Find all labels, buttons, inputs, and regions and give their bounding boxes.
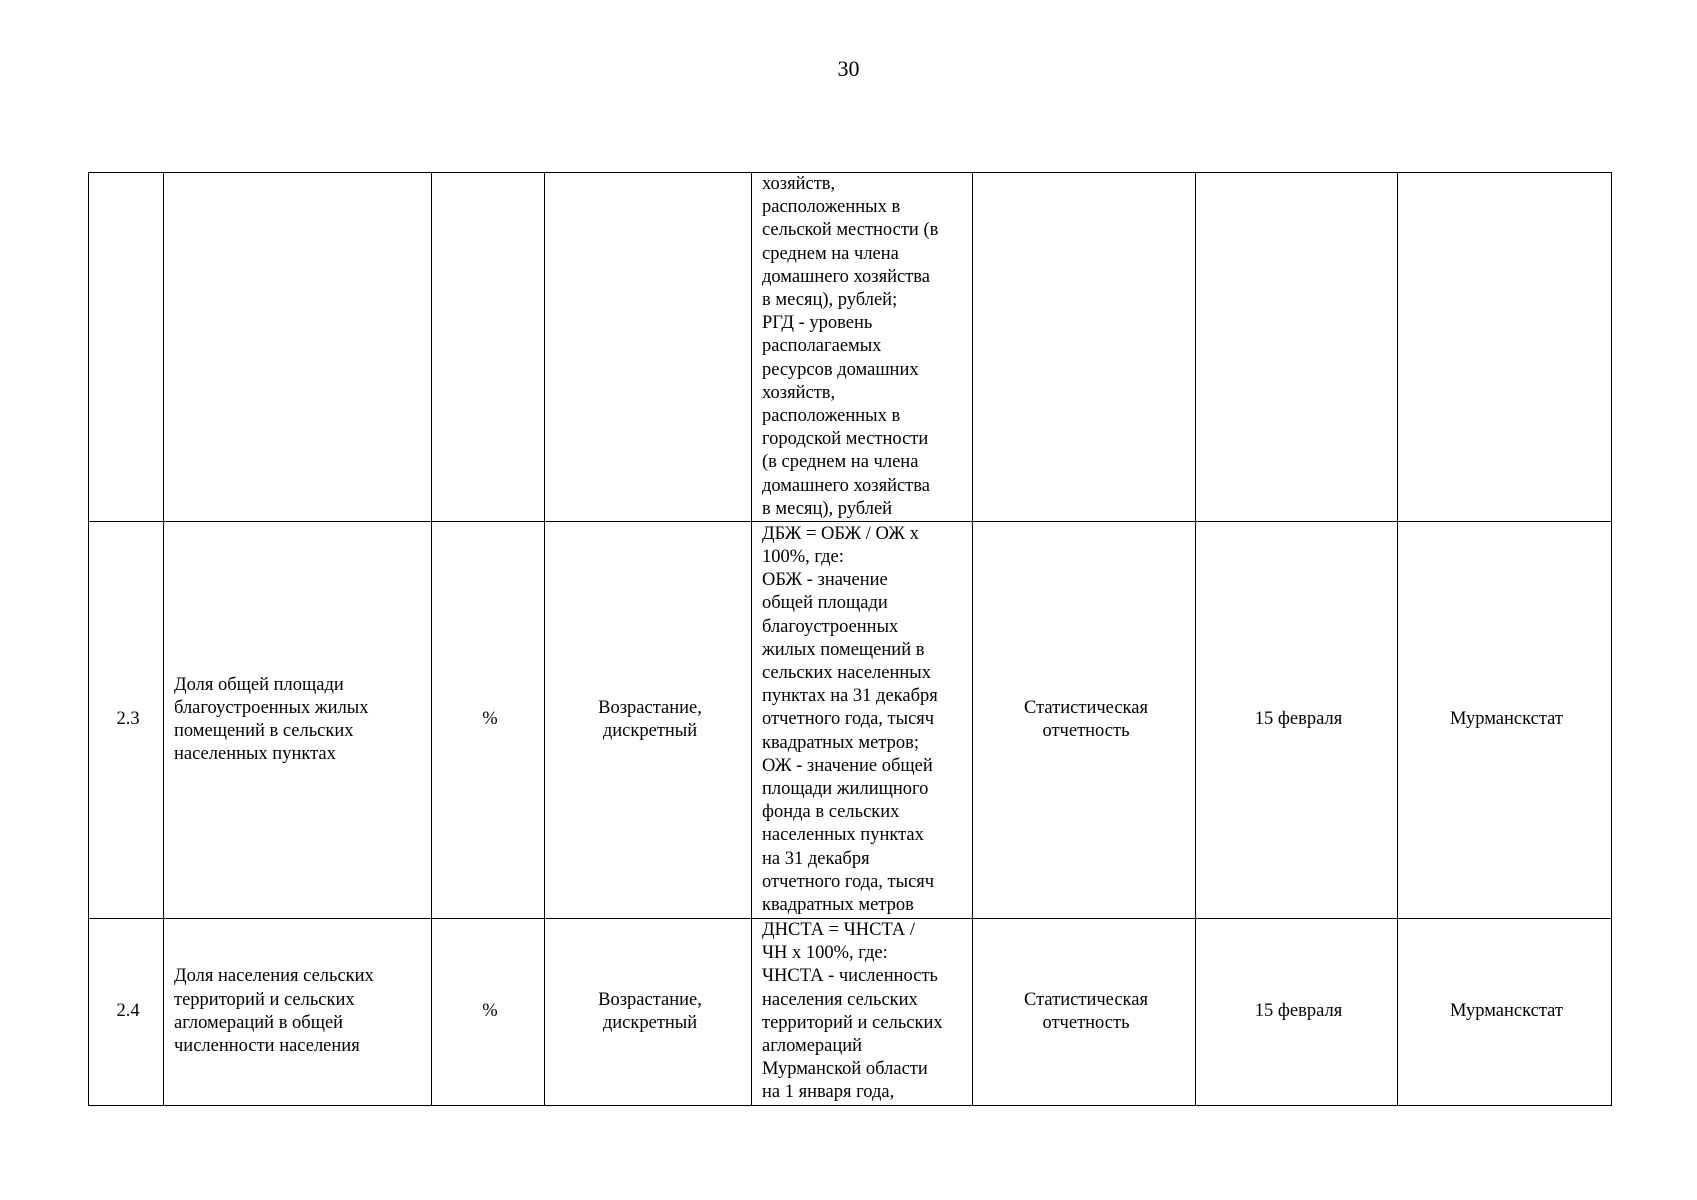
formula-line: ОЖ - значение общей xyxy=(762,755,933,776)
formula-line: пунктах на 31 декабря xyxy=(762,686,938,707)
formula-line: ресурсов домашних xyxy=(762,359,919,380)
formula-line: населенных пунктах xyxy=(762,825,924,846)
cell-source xyxy=(973,173,1196,522)
formula-line: ДБЖ = ОБЖ / ОЖ x xyxy=(762,523,919,544)
formula-line: жилых помещений в xyxy=(762,639,925,660)
cell-dynamics: Возрастание, дискретный xyxy=(545,919,752,1106)
formula-line: благоустроенных xyxy=(762,616,899,637)
cell-number: 2.3 xyxy=(89,522,164,919)
formula-line: площади жилищного xyxy=(762,779,929,800)
cell-formula xyxy=(752,173,973,522)
formula-line: фонда в сельских xyxy=(762,802,900,823)
cell-indicator-name xyxy=(164,173,432,522)
formula-line: отчетного года, тысяч xyxy=(762,871,935,892)
formula-line: ЧН x 100%, где: xyxy=(762,943,888,964)
formula-line: (в среднем на члена xyxy=(762,452,919,473)
formula-line: домашнего хозяйства xyxy=(762,266,930,287)
cell-dynamics: Возрастание, дискретный xyxy=(545,522,752,919)
formula-line: квадратных метров; xyxy=(762,732,919,753)
formula-line: населения сельских xyxy=(762,989,918,1010)
formula-line: квадратных метров xyxy=(762,895,914,916)
formula-line: расположенных в xyxy=(762,197,901,218)
indicator-table xyxy=(88,172,1612,1106)
formula-line: отчетного года, тысяч xyxy=(762,709,935,730)
cell-indicator-name: Доля общей площади благоустроенных жилых помещений в сельских населенных пунктах xyxy=(164,522,432,919)
table-row xyxy=(89,522,1612,919)
page-number: 30 xyxy=(837,56,860,81)
table-row xyxy=(89,919,1612,1106)
cell-date: 15 февраля xyxy=(1196,919,1398,1106)
formula-line: сельской местности (в xyxy=(762,220,939,241)
cell-formula xyxy=(752,522,973,919)
formula-line: агломераций xyxy=(762,1036,863,1057)
formula-line: сельских населенных xyxy=(762,663,931,684)
cell-date xyxy=(1196,173,1398,522)
table-row xyxy=(89,173,1612,522)
formula-line: 100%, где: xyxy=(762,547,844,568)
formula-line: среднем на члена xyxy=(762,243,899,264)
formula-line: хозяйств, xyxy=(762,174,836,194)
formula-line: РГД - уровень xyxy=(762,313,873,334)
cell-date: 15 февраля xyxy=(1196,522,1398,919)
cell-formula xyxy=(752,919,973,1106)
formula-line: в месяц), рублей; xyxy=(762,290,898,311)
formula-line: хозяйств, xyxy=(762,382,836,403)
formula-line: домашнего хозяйства xyxy=(762,475,930,496)
cell-unit: % xyxy=(432,919,545,1106)
cell-indicator-name: Доля населения сельских территорий и сельских агломераций в общей численности населения xyxy=(164,919,432,1106)
cell-number xyxy=(89,173,164,522)
cell-responsible xyxy=(1398,173,1612,522)
formula-line: на 31 декабря xyxy=(762,848,870,869)
cell-dynamics xyxy=(545,173,752,522)
cell-number: 2.4 xyxy=(89,919,164,1106)
cell-source: Статистическая отчетность xyxy=(973,522,1196,919)
formula-line: ОБЖ - значение xyxy=(762,570,888,591)
formula-line: на 1 января года, xyxy=(762,1082,895,1103)
formula-line: в месяц), рублей xyxy=(762,498,893,519)
formula-line: ЧНСТА - численность xyxy=(762,966,938,987)
cell-unit: % xyxy=(432,522,545,919)
formula-line: расположенных в xyxy=(762,406,901,427)
table-body xyxy=(89,173,1612,1106)
formula-line: территорий и сельских xyxy=(762,1012,943,1033)
cell-responsible: Мурманскстат xyxy=(1398,522,1612,919)
formula-line: городской местности xyxy=(762,429,929,450)
cell-responsible: Мурманскстат xyxy=(1398,919,1612,1106)
cell-unit xyxy=(432,173,545,522)
formula-line: Мурманской области xyxy=(762,1059,928,1080)
formula-line: общей площади xyxy=(762,593,888,614)
formula-line: располагаемых xyxy=(762,336,882,357)
formula-line: ДНСТА = ЧНСТА / xyxy=(762,920,915,941)
cell-source: Статистическая отчетность xyxy=(973,919,1196,1106)
